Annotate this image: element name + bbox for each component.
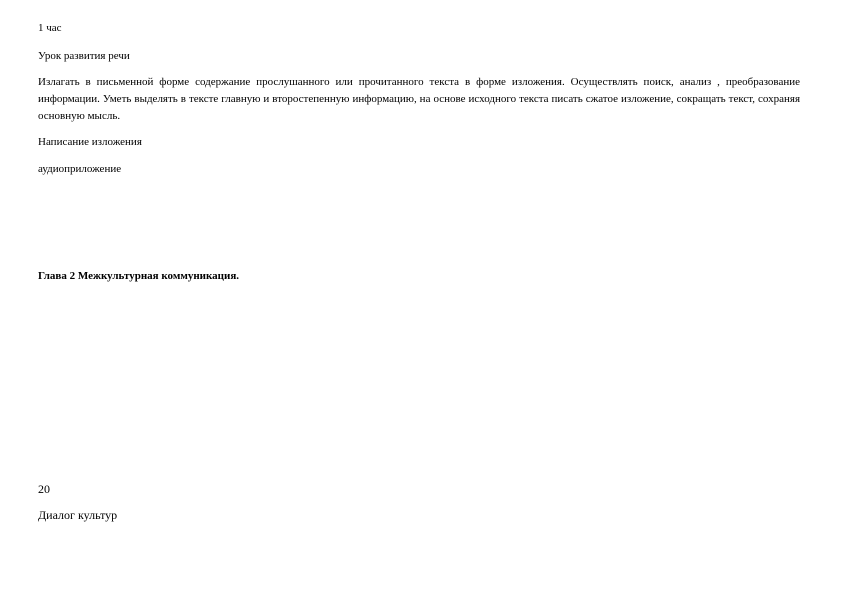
topic-text: Диалог культур [38, 508, 118, 522]
lesson-type-text: Урок развития речи [38, 50, 130, 62]
resource-text: аудиоприложение [38, 163, 122, 175]
chapter-title: Глава 2 Межкультурная коммуникация. [38, 270, 240, 282]
hours-text: 1 час [38, 22, 62, 34]
page-number: 20 [38, 482, 50, 496]
objectives-paragraph: Излагать в письменной форме содержание прослушанного или прочитанного текста в форме изложения. Осуществлять поиск, анализ , преобразование информации. Уметь выделять в тексте главную и второстепенную информацию, на основе исходного текста писать сжатое изложение, сокращать текст, сохраняя основную мысль. [38, 76, 800, 122]
activity-text: Написание изложения [38, 136, 142, 148]
